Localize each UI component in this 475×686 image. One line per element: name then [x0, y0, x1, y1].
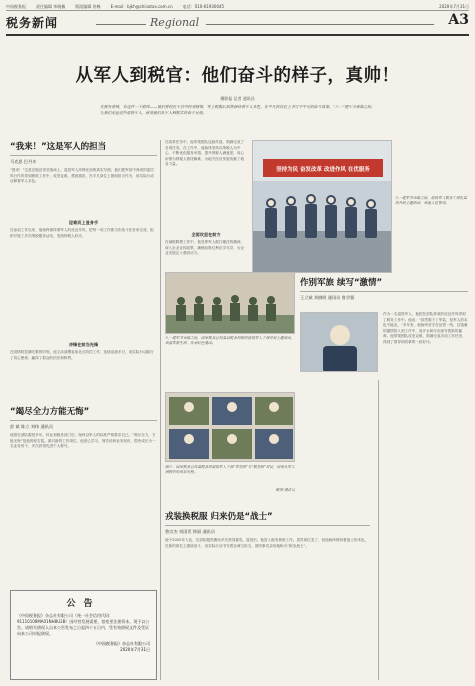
left-column-story2 [10, 405, 157, 593]
article-lead: 在税务系统，有这样一个群体——他们曾经在军营中经受锤炼，穿上税服后依然保持着军人本色，在平凡的岗位上书写不平凡的奋斗故事。“八一”建军节来临之际，让我们走近这些退役军人，感受他们从军人到税官的奋斗足迹。 [100, 104, 375, 115]
divider [300, 291, 468, 292]
right-story-1 [300, 276, 468, 301]
strip-phone: 电话：010-61930045 [182, 4, 225, 9]
story-heading: 戎装换税服 归来仍是“战士” [165, 512, 273, 522]
story-byline: 马克思 巴丹木 [10, 159, 37, 164]
section-title: 税务新闻 [6, 16, 59, 30]
story-heading: “竭尽全力方能无悔” [10, 407, 90, 417]
strip-email: E-mail：bjkh@chinatax.com.cn [110, 4, 173, 9]
story-body: 在疫情防控最吃紧的时刻，他主动请缨参加社区防控工作，连续奋战多日，用实际行动践行了初心使命，赢得了群众的信任和称赞。 [10, 350, 154, 360]
comparison-photo-image [166, 393, 295, 462]
main-photo [252, 140, 392, 273]
article-byline: 摄影报 记者 通讯员 [220, 96, 255, 101]
story-subhead: 全面攻坚在前方 [191, 232, 221, 237]
column-divider [378, 380, 379, 680]
column-divider [160, 140, 161, 680]
divider [206, 24, 434, 25]
portrait-photo-image [301, 313, 378, 372]
story-body: 他曾在部队服役多年，转业到税务部门后，始终以军人的标准严格要求自己。“竭尽全力，方能无悔”是他的座右铭。面对新的工作岗位，他虚心学习，刻苦钻研业务知识，很快成长为一名业务骨干，多次获得先进个人称号。 [10, 433, 156, 449]
top-info-strip [6, 3, 469, 11]
story-heading: 作别军旅 续写“激情” [300, 278, 383, 288]
group-photo-image [253, 141, 392, 273]
story-body: “我来！”这是在脱贫攻坚战场上，退役军人冲锋在前的真实写照。他们把军营中养成的雷厉风行作风带到税收工作中，攻坚克难，勇挑重担，在平凡岗位上展现担当作为，用实际行动诠释着军人本色。 [10, 168, 154, 184]
divider [10, 155, 157, 156]
region-label: Regional [150, 16, 200, 29]
notice-title: 公告 [66, 599, 101, 609]
photo-2 [165, 272, 295, 334]
divider [10, 420, 157, 421]
photo-2-caption: 八一建军节来临之际，国家税务总局某县税务局组织退役军人干部开展主题活动，重温军旅生活，传承红色基因。 [165, 336, 295, 345]
strip-date: 2020年7月31日 [439, 4, 469, 9]
notice-org: 《中国税务报》杂志社有限公司 [94, 641, 150, 646]
photo-banner-text: 坚持为民 奋发改革 改进作风 在优服务 [276, 167, 370, 173]
article-headline: 从军人到税官：他们奋斗的样子，真帅！ [75, 66, 400, 86]
strip-paper-name: 中国税务报 [6, 4, 26, 9]
story-body: 自参加工作以来，他始终保持着军人的优良作风，把每一项工作都当作战斗任务来完成，组织开展了多次纳税服务活动，受到纳税人好评。 [10, 228, 154, 238]
right-story-2 [165, 510, 370, 678]
story-subhead: 冲锋在前当先锋 [68, 342, 99, 347]
story-body: 他于2002年入伍，在部队服役期间多次获得嘉奖。退役后，他进入税务系统工作。虽然岗位变了，但他始终保持着战士的本色，在新的岗位上继续奋斗，用实际行动书写着忠诚与担当，被同事们亲切地称为“税务战士”。 [165, 538, 369, 548]
main-photo-caption: 八一建军节来临之际，退役军人税务干部在某局开展主题活动，重温入伍誓词。 [395, 196, 467, 205]
story-byline: 彭 斌 陈立 刘伟 通讯员 [10, 424, 54, 429]
story-body: 在减税降费工作中，他发挥军人敢打硬仗的精神，深入企业宣传政策，确保政策红利应享尽享，为企业发展注入强劲动力。 [165, 240, 245, 256]
story-body: 作为一名退役军人，他把在部队养成的优良作风带到了税务工作中。他说：“虽然脱下了军装，但军人的本色不能丢。”多年来，他始终坚守在征管一线，以饱满的激情投入到工作中，用汗水和付出续写着新的篇章。他带领团队攻坚克难，圆满完成各项工作任务，得到了领导和同事的一致好评。 [383, 312, 468, 344]
page-number: A3 [448, 12, 469, 28]
photo-3-credit: 鲜明 通讯员 [275, 488, 295, 492]
story-heading: “我来！”这是军人的担当 [10, 142, 107, 152]
photo-3-caption: 图片：国家税务总局某税务局退役军人干部“军装照”与“税装照”对比，展现从军人到税官的成长历程。 [165, 465, 295, 474]
strip-layout-editor: 版面编辑 佟梅 [75, 4, 101, 9]
photo-4 [300, 312, 378, 372]
header-rule [6, 34, 469, 36]
notice-date: 2020年7月31日 [120, 647, 150, 652]
divider [165, 525, 370, 526]
photo-3 [165, 392, 295, 462]
notice-box [10, 590, 157, 680]
story-byline: 鲁宗杰 刘国青 徐丽 通讯员 [165, 529, 216, 534]
group-photo-image [166, 273, 295, 334]
divider [96, 24, 146, 25]
story-body: 在改革任务中，他带领团队连续作战，圆满完成了各项任务。在工作中，他始终坚持以纳税人为中心，不断优化服务举措，提升纳税人满意度，用心用情为纳税人排忧解难，为地方经济发展贡献了税务力量。 [165, 140, 245, 167]
story-byline: 王立斌 刘晓明 通讯员 鲁学强 [300, 295, 355, 300]
story-subhead: 迎难而上显身手 [68, 220, 99, 225]
strip-editor: 责任编辑 毕晓楠 [36, 4, 66, 9]
notice-body: 《中国税务报》杂志社有限公司（统一社会信用代码：91110108MA01NH8U2B）因经营发展需要，拟变更注册资本，现予以公告。请相关债权人自本公告发布之日起四十五日内，凭有效债权文件及凭证向本公司申报债权。 [17, 613, 150, 636]
